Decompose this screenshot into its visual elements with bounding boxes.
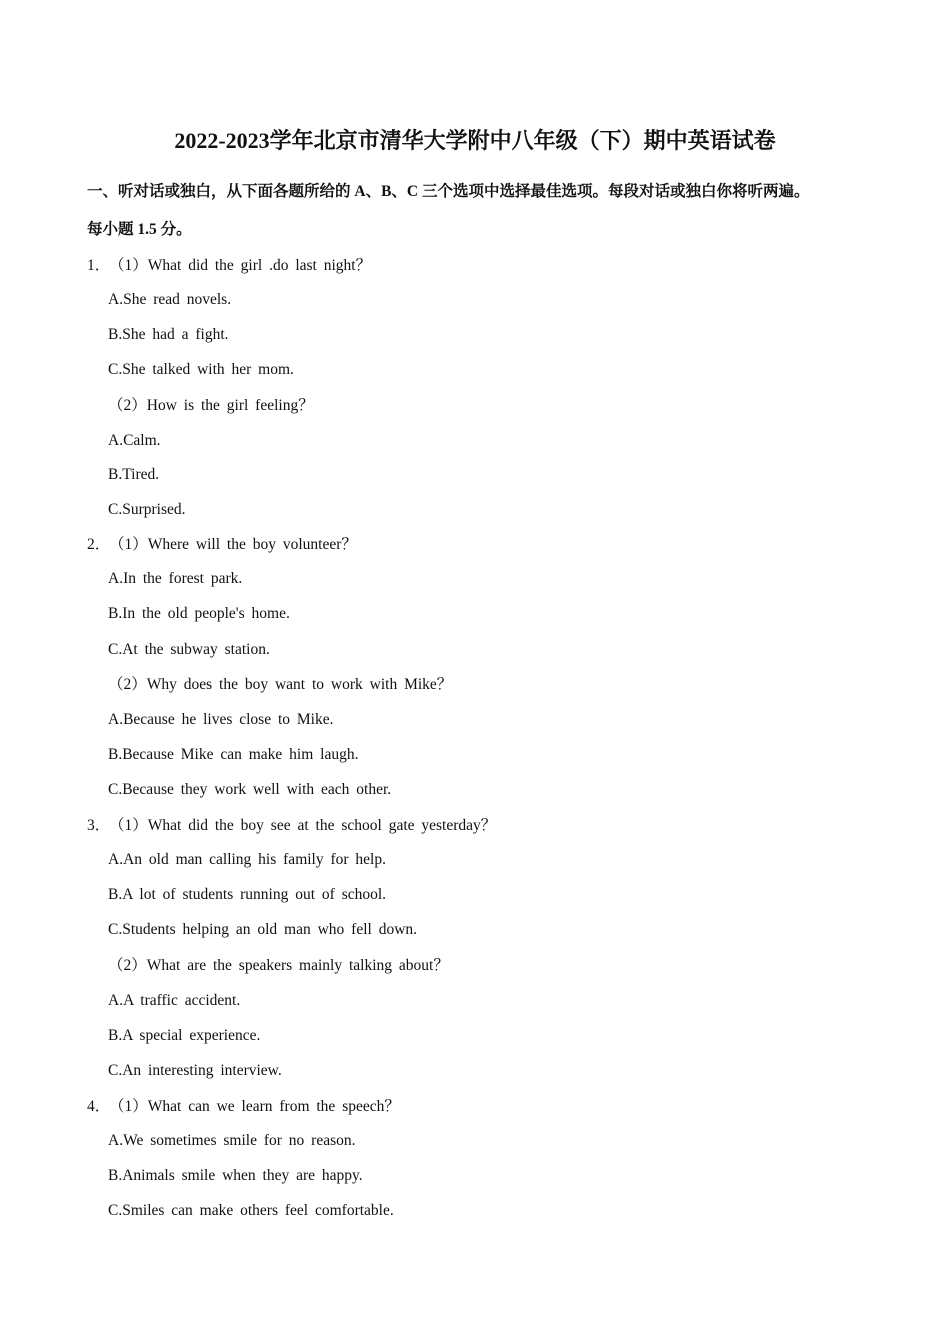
question-stem <box>87 815 496 837</box>
answer-option: A.Calm. <box>108 432 161 449</box>
section-instruction-line1: 一、听对话或独白，从下面各题所给的 A、B、C 三个选项中选择最佳选项。每段对话或独白你将听两遍。 <box>87 183 810 200</box>
answer-option: C.Students helping an old man who fell down. <box>108 921 418 938</box>
answer-option: C.Smiles can make others feel comfortable. <box>108 1202 394 1219</box>
answer-option: A.Because he lives close to Mike. <box>108 711 334 728</box>
question-stem <box>87 534 357 556</box>
answer-option: B.A special experience. <box>108 1027 261 1044</box>
question-number: 4． <box>87 1098 111 1115</box>
answer-option: A.We sometimes smile for no reason. <box>108 1132 356 1149</box>
answer-option: C.Surprised. <box>108 501 186 518</box>
question-stem: （2）Why does the boy want to work with Mike？ <box>108 676 453 693</box>
question-text: （1）What did the girl .do last night？ <box>109 257 372 274</box>
question-stem: （2）How is the girl feeling？ <box>108 397 314 414</box>
answer-option: B.Because Mike can make him laugh. <box>108 746 359 763</box>
question-stem <box>87 255 371 277</box>
answer-option: C.At the subway station. <box>108 641 270 658</box>
question-text: （1）What can we learn from the speech？ <box>109 1098 400 1115</box>
answer-option: C.She talked with her mom. <box>108 361 294 378</box>
question-text: （1）Where will the boy volunteer？ <box>109 536 357 553</box>
section-instruction-line2: 每小题 1.5 分。 <box>87 221 192 238</box>
page-title: 2022-2023学年北京市清华大学附中八年级（下）期中英语试卷 <box>174 128 776 153</box>
question-text: （1）What did the boy see at the school gate yesterday？ <box>109 817 497 834</box>
question-stem <box>87 1096 400 1118</box>
question-number: 1． <box>87 257 111 274</box>
answer-option: B.A lot of students running out of school. <box>108 886 387 903</box>
answer-option: A.She read novels. <box>108 291 232 308</box>
answer-option: B.Tired. <box>108 466 160 483</box>
answer-option: B.She had a fight. <box>108 326 229 343</box>
answer-option: A.A traffic accident. <box>108 992 241 1009</box>
answer-option: B.Animals smile when they are happy. <box>108 1167 363 1184</box>
question-stem: （2）What are the speakers mainly talking about？ <box>108 957 449 974</box>
answer-option: C.An interesting interview. <box>108 1062 282 1079</box>
answer-option: A.An old man calling his family for help. <box>108 851 386 868</box>
question-number: 2． <box>87 536 111 553</box>
question-number: 3． <box>87 817 111 834</box>
answer-option: B.In the old people's home. <box>108 605 290 622</box>
answer-option: A.In the forest park. <box>108 570 243 587</box>
answer-option: C.Because they work well with each other. <box>108 781 392 798</box>
